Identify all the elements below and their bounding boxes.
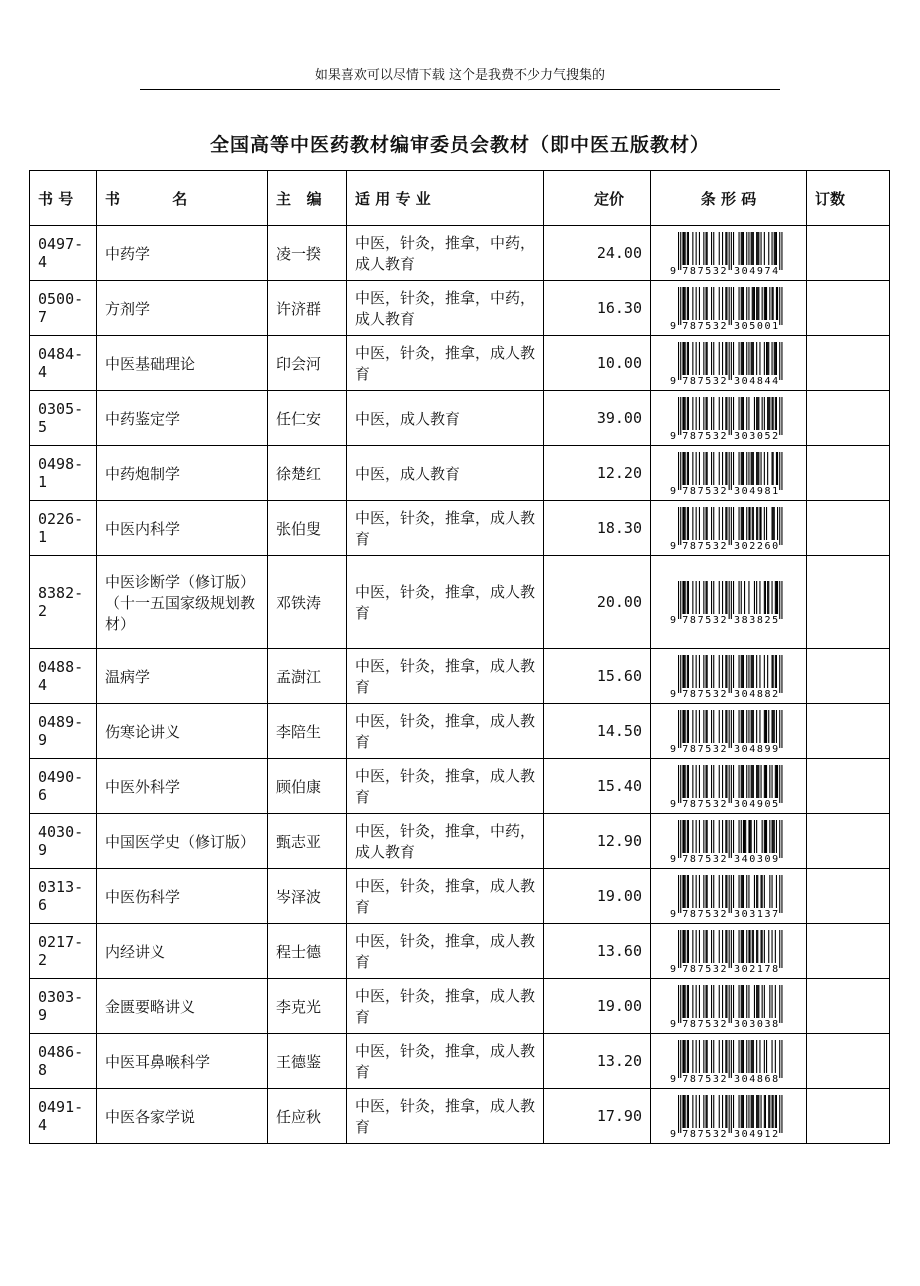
book-no-cell: 0497-4	[30, 226, 97, 281]
svg-text:304868: 304868	[733, 1074, 778, 1084]
book-name-cell: 中医耳鼻喉科学	[97, 1034, 268, 1089]
book-no-cell: 0484-4	[30, 336, 97, 391]
price-cell: 15.40	[544, 759, 651, 814]
svg-text:304905: 304905	[733, 799, 778, 809]
svg-text:787532: 787532	[681, 615, 726, 625]
barcode-image	[669, 653, 789, 699]
major-cell: 中医，成人教育	[347, 446, 544, 501]
svg-text:787532: 787532	[681, 1074, 726, 1084]
svg-text:9: 9	[669, 615, 676, 625]
editor-cell: 许济群	[268, 281, 347, 336]
header-book-name: 书 名	[97, 171, 268, 226]
major-cell: 中医，针灸，推拿，成人教育	[347, 649, 544, 704]
textbook-catalog-table	[29, 170, 890, 1144]
book-name-cell: 温病学	[97, 649, 268, 704]
order-qty-cell	[807, 759, 890, 814]
table-row	[30, 649, 890, 704]
barcode-image	[669, 1093, 789, 1139]
price-cell: 18.30	[544, 501, 651, 556]
major-cell: 中医，针灸，推拿，成人教育	[347, 1034, 544, 1089]
svg-text:9: 9	[669, 799, 676, 809]
svg-text:787532: 787532	[681, 689, 726, 699]
svg-text:787532: 787532	[681, 376, 726, 386]
order-qty-cell	[807, 391, 890, 446]
barcode-image	[669, 285, 789, 331]
book-no-cell: 0489-9	[30, 704, 97, 759]
book-name-cell: 方剂学	[97, 281, 268, 336]
barcode-cell	[651, 446, 807, 501]
price-cell: 14.50	[544, 704, 651, 759]
book-name-cell: 内经讲义	[97, 924, 268, 979]
document-title: 全国高等中医药教材编审委员会教材（即中医五版教材）	[209, 134, 710, 156]
barcode-cell	[651, 1034, 807, 1089]
order-qty-cell	[807, 226, 890, 281]
price-cell: 15.60	[544, 649, 651, 704]
svg-text:302178: 302178	[733, 964, 778, 974]
svg-text:9: 9	[669, 909, 676, 919]
major-cell: 中医，针灸，推拿，成人教育	[347, 869, 544, 924]
table-row	[30, 814, 890, 869]
barcode-image	[669, 579, 789, 625]
svg-text:9: 9	[669, 744, 676, 754]
svg-text:9: 9	[669, 376, 676, 386]
svg-text:9: 9	[669, 321, 676, 331]
order-qty-cell	[807, 869, 890, 924]
order-qty-cell	[807, 446, 890, 501]
order-qty-cell	[807, 1089, 890, 1144]
major-cell: 中医，针灸，推拿，成人教育	[347, 501, 544, 556]
editor-cell: 张伯叟	[268, 501, 347, 556]
svg-text:787532: 787532	[681, 1019, 726, 1029]
order-qty-cell	[807, 649, 890, 704]
barcode-cell	[651, 704, 807, 759]
svg-text:302260: 302260	[733, 541, 778, 551]
table-row	[30, 281, 890, 336]
major-cell: 中医，针灸，推拿，中药，成人教育	[347, 814, 544, 869]
svg-text:303038: 303038	[733, 1019, 778, 1029]
order-qty-cell	[807, 501, 890, 556]
svg-text:9: 9	[669, 266, 676, 276]
book-no-cell: 0490-6	[30, 759, 97, 814]
svg-text:9: 9	[669, 1129, 676, 1139]
major-cell: 中医，针灸，推拿，成人教育	[347, 336, 544, 391]
barcode-cell	[651, 869, 807, 924]
editor-cell: 印会河	[268, 336, 347, 391]
svg-text:787532: 787532	[681, 486, 726, 496]
editor-cell: 孟澍江	[268, 649, 347, 704]
svg-text:304981: 304981	[733, 486, 778, 496]
table-row	[30, 336, 890, 391]
svg-text:383825: 383825	[733, 615, 778, 625]
table-row	[30, 869, 890, 924]
book-name-cell: 中国医学史（修订版）	[97, 814, 268, 869]
price-cell: 10.00	[544, 336, 651, 391]
price-cell: 20.00	[544, 556, 651, 649]
book-name-cell: 金匮要略讲义	[97, 979, 268, 1034]
svg-text:304912: 304912	[733, 1129, 778, 1139]
book-no-cell: 0303-9	[30, 979, 97, 1034]
header-major: 适 用 专 业	[347, 171, 544, 226]
svg-text:340309: 340309	[733, 854, 778, 864]
book-name-cell: 伤寒论讲义	[97, 704, 268, 759]
price-cell: 16.30	[544, 281, 651, 336]
book-name-cell: 中药学	[97, 226, 268, 281]
editor-cell: 徐楚红	[268, 446, 347, 501]
svg-text:304974: 304974	[733, 266, 778, 276]
barcode-image	[669, 928, 789, 974]
barcode-cell	[651, 391, 807, 446]
price-cell: 13.60	[544, 924, 651, 979]
major-cell: 中医，针灸，推拿，成人教育	[347, 979, 544, 1034]
book-no-cell: 0498-1	[30, 446, 97, 501]
editor-cell: 岑泽波	[268, 869, 347, 924]
header-editor: 主 编	[268, 171, 347, 226]
barcode-image	[669, 873, 789, 919]
svg-text:787532: 787532	[681, 964, 726, 974]
order-qty-cell	[807, 1034, 890, 1089]
book-name-cell: 中医伤科学	[97, 869, 268, 924]
book-no-cell: 0305-5	[30, 391, 97, 446]
price-cell: 12.90	[544, 814, 651, 869]
price-cell: 12.20	[544, 446, 651, 501]
book-name-cell: 中医各家学说	[97, 1089, 268, 1144]
editor-cell: 王德鉴	[268, 1034, 347, 1089]
svg-text:787532: 787532	[681, 266, 726, 276]
book-no-cell: 8382-2	[30, 556, 97, 649]
svg-text:303137: 303137	[733, 909, 778, 919]
editor-cell: 顾伯康	[268, 759, 347, 814]
barcode-image	[669, 450, 789, 496]
editor-cell: 任应秋	[268, 1089, 347, 1144]
barcode-cell	[651, 649, 807, 704]
barcode-cell	[651, 556, 807, 649]
book-no-cell: 4030-9	[30, 814, 97, 869]
svg-text:303052: 303052	[733, 431, 778, 441]
table-row	[30, 759, 890, 814]
header-barcode: 条 形 码	[651, 171, 807, 226]
book-no-cell: 0313-6	[30, 869, 97, 924]
editor-cell: 凌一揆	[268, 226, 347, 281]
svg-text:787532: 787532	[681, 909, 726, 919]
barcode-cell	[651, 979, 807, 1034]
editor-cell: 邓铁涛	[268, 556, 347, 649]
major-cell: 中医，针灸，推拿，成人教育	[347, 924, 544, 979]
editor-cell: 任仁安	[268, 391, 347, 446]
page-header-note: 如果喜欢可以尽情下载 这个是我费不少力气搜集的	[140, 64, 780, 90]
barcode-cell	[651, 1089, 807, 1144]
order-qty-cell	[807, 336, 890, 391]
barcode-image	[669, 983, 789, 1029]
header-price: 定价	[544, 171, 651, 226]
price-cell: 13.20	[544, 1034, 651, 1089]
order-qty-cell	[807, 814, 890, 869]
barcode-image	[669, 1038, 789, 1084]
svg-text:9: 9	[669, 541, 676, 551]
table-row	[30, 979, 890, 1034]
editor-cell: 程士德	[268, 924, 347, 979]
book-no-cell: 0486-8	[30, 1034, 97, 1089]
book-no-cell: 0488-4	[30, 649, 97, 704]
order-qty-cell	[807, 281, 890, 336]
barcode-cell	[651, 759, 807, 814]
editor-cell: 李克光	[268, 979, 347, 1034]
table-row	[30, 704, 890, 759]
book-no-cell: 0217-2	[30, 924, 97, 979]
order-qty-cell	[807, 924, 890, 979]
header-order-qty: 订数	[807, 171, 890, 226]
major-cell: 中医，针灸，推拿，中药，成人教育	[347, 281, 544, 336]
barcode-image	[669, 818, 789, 864]
book-name-cell: 中药炮制学	[97, 446, 268, 501]
major-cell: 中医，针灸，推拿，成人教育	[347, 556, 544, 649]
order-qty-cell	[807, 979, 890, 1034]
svg-text:304899: 304899	[733, 744, 778, 754]
table-row	[30, 1089, 890, 1144]
svg-text:304844: 304844	[733, 376, 778, 386]
order-qty-cell	[807, 704, 890, 759]
svg-text:787532: 787532	[681, 321, 726, 331]
svg-text:9: 9	[669, 1074, 676, 1084]
svg-text:9: 9	[669, 854, 676, 864]
barcode-cell	[651, 501, 807, 556]
table-row	[30, 1034, 890, 1089]
svg-text:787532: 787532	[681, 431, 726, 441]
svg-text:787532: 787532	[681, 854, 726, 864]
table-row	[30, 556, 890, 649]
book-name-cell: 中医内科学	[97, 501, 268, 556]
book-name-cell: 中医外科学	[97, 759, 268, 814]
barcode-image	[669, 505, 789, 551]
book-no-cell: 0491-4	[30, 1089, 97, 1144]
table-row	[30, 446, 890, 501]
svg-text:9: 9	[669, 431, 676, 441]
svg-text:787532: 787532	[681, 1129, 726, 1139]
svg-text:9: 9	[669, 1019, 676, 1029]
table-row	[30, 226, 890, 281]
svg-text:9: 9	[669, 689, 676, 699]
major-cell: 中医，成人教育	[347, 391, 544, 446]
barcode-cell	[651, 814, 807, 869]
price-cell: 19.00	[544, 979, 651, 1034]
header-book-no: 书 号	[30, 171, 97, 226]
table-row	[30, 391, 890, 446]
price-cell: 17.90	[544, 1089, 651, 1144]
book-no-cell: 0226-1	[30, 501, 97, 556]
barcode-image	[669, 230, 789, 276]
order-qty-cell	[807, 556, 890, 649]
major-cell: 中医，针灸，推拿，成人教育	[347, 704, 544, 759]
svg-text:304882: 304882	[733, 689, 778, 699]
book-no-cell: 0500-7	[30, 281, 97, 336]
svg-text:787532: 787532	[681, 541, 726, 551]
book-name-cell: 中医基础理论	[97, 336, 268, 391]
barcode-image	[669, 395, 789, 441]
table-row	[30, 924, 890, 979]
barcode-cell	[651, 336, 807, 391]
svg-text:9: 9	[669, 964, 676, 974]
major-cell: 中医，针灸，推拿，成人教育	[347, 759, 544, 814]
price-cell: 19.00	[544, 869, 651, 924]
barcode-cell	[651, 281, 807, 336]
editor-cell: 甄志亚	[268, 814, 347, 869]
major-cell: 中医，针灸，推拿，成人教育	[347, 1089, 544, 1144]
svg-text:9: 9	[669, 486, 676, 496]
book-name-cell: 中医诊断学（修订版）（十一五国家级规划教材）	[97, 556, 268, 649]
barcode-image	[669, 763, 789, 809]
svg-text:787532: 787532	[681, 744, 726, 754]
table-row	[30, 501, 890, 556]
barcode-cell	[651, 924, 807, 979]
barcode-image	[669, 708, 789, 754]
barcode-image	[669, 340, 789, 386]
svg-text:305001: 305001	[733, 321, 778, 331]
svg-text:787532: 787532	[681, 799, 726, 809]
editor-cell: 李陪生	[268, 704, 347, 759]
book-name-cell: 中药鉴定学	[97, 391, 268, 446]
major-cell: 中医，针灸，推拿，中药，成人教育	[347, 226, 544, 281]
price-cell: 39.00	[544, 391, 651, 446]
table-header-row	[30, 171, 890, 226]
barcode-cell	[651, 226, 807, 281]
price-cell: 24.00	[544, 226, 651, 281]
